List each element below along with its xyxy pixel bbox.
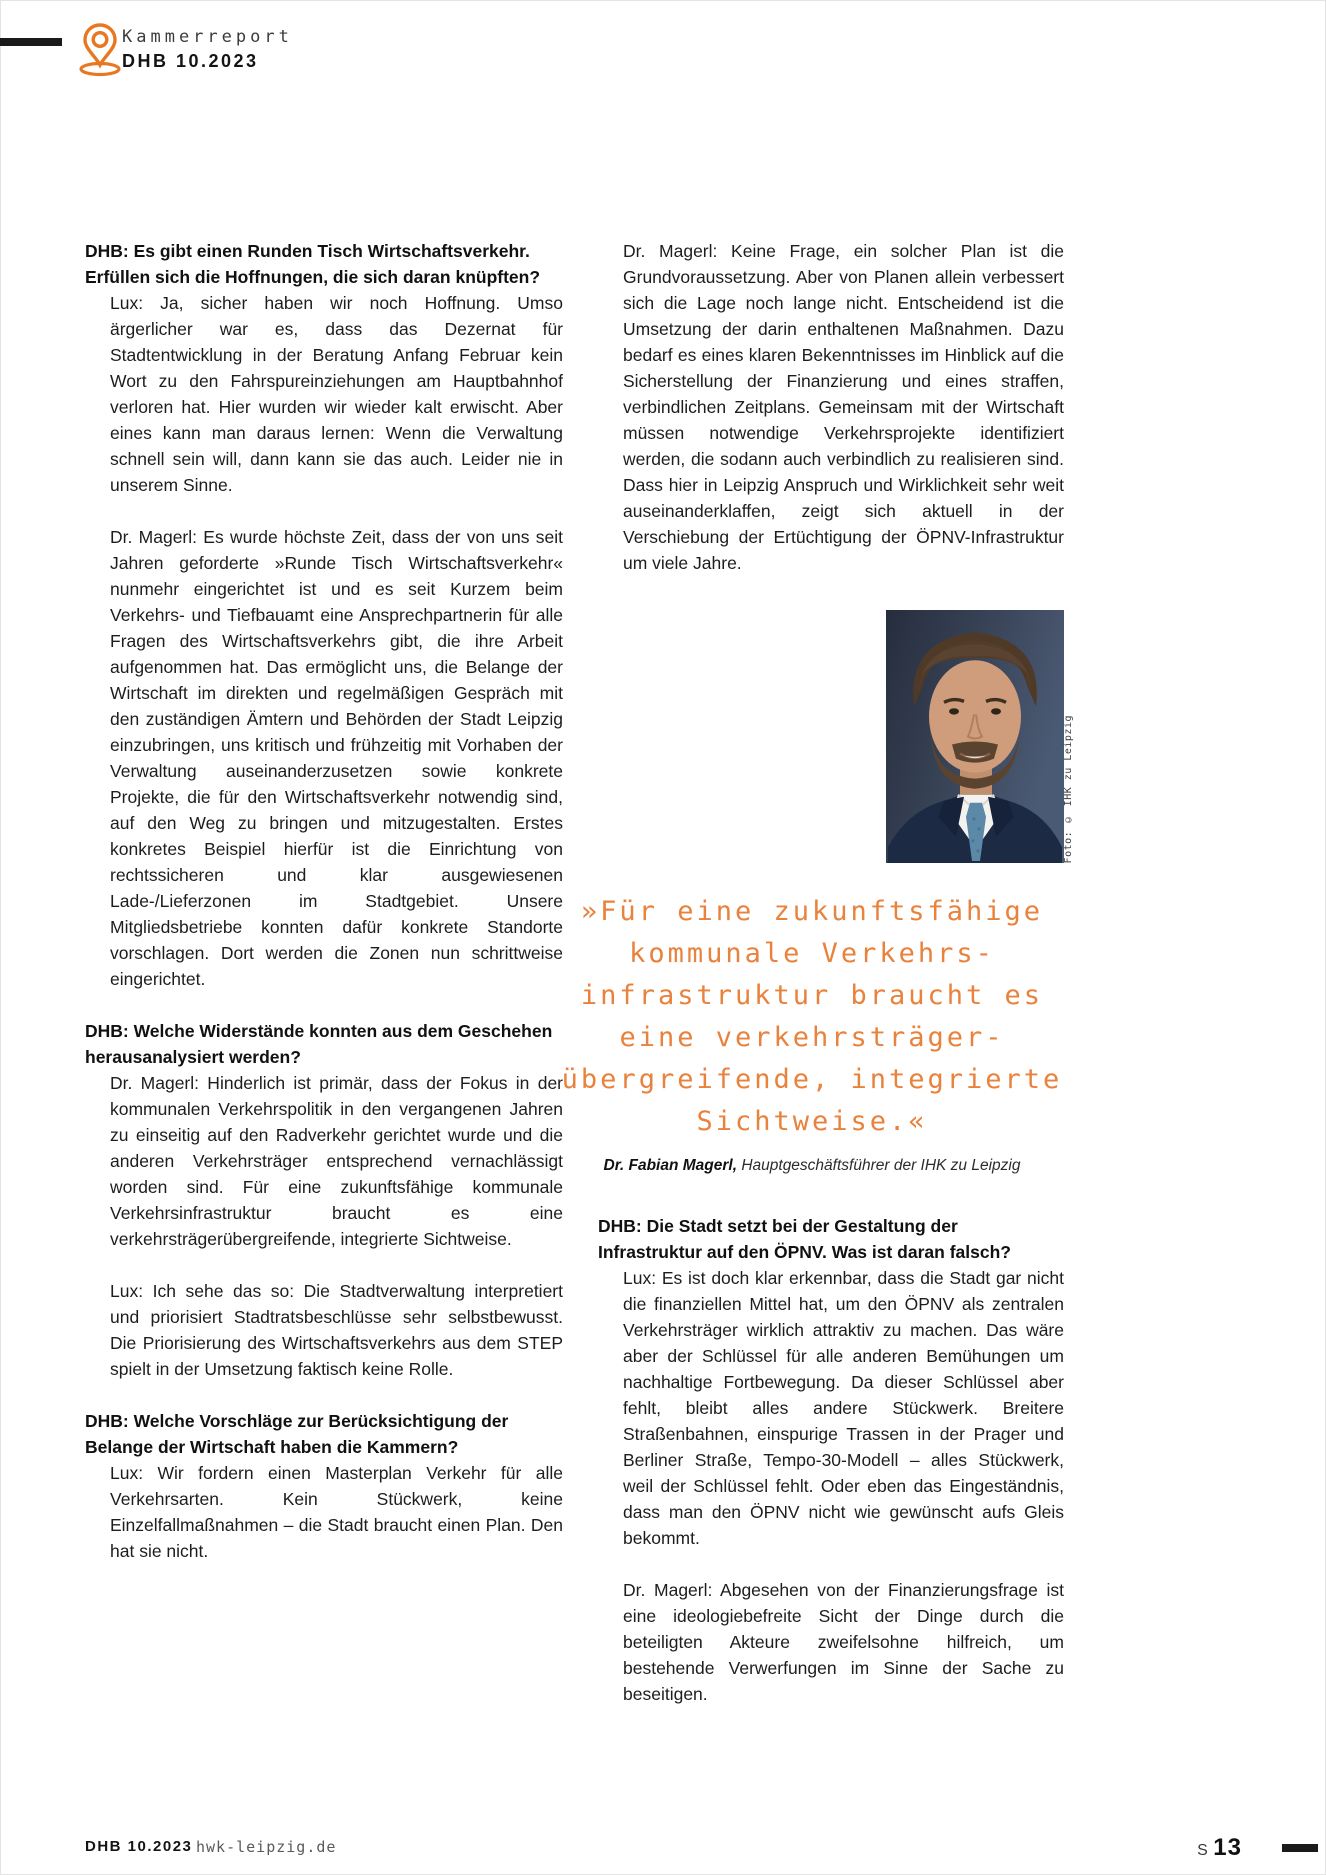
section-title: Kammerreport	[122, 27, 293, 47]
photo-credit: Foto: © IHK zu Leipzig	[1063, 714, 1074, 863]
pull-quote-line: übergreifende, integrierte	[561, 1064, 1063, 1095]
answer-paragraph: Dr. Magerl: Abgesehen von der Finanzierungsfrage ist eine ideologiebefreite Sicht der Dinge durch die beteiligten Akteure zweifelsohne hilfreich, um bestehende Verwerfungen im Sinne der Sache zu beseitigen.	[623, 1580, 1064, 1704]
pull-quote-line: kommunale Verkehrs-	[629, 938, 995, 969]
right-column	[561, 238, 1074, 1733]
issue-title: DHB 10.2023	[122, 51, 259, 71]
page-footer	[0, 1834, 1326, 1864]
question-heading: DHB: Es gibt einen Runden Tisch Wirtschaftsverkehr. Erfüllen sich die Hoffnungen, die sich daran knüpften?	[85, 241, 541, 287]
pull-quote-line: Sichtweise.«	[696, 1106, 928, 1137]
answer-paragraph: Lux: Ich sehe das so: Die Stadtverwaltung interpretiert und priorisiert Stadtratsbeschlüsse sehr selbstbewusst. Die Priorisierung des Wirtschaftsverkehrs aus dem STEP spielt in der Umsetzung faktisch keine Rolle.	[110, 1281, 563, 1379]
page-number-prefix: S	[1197, 1842, 1209, 1859]
masthead	[122, 27, 293, 72]
answer-paragraph: Dr. Magerl: Keine Frage, ein solcher Plan ist die Grundvoraussetzung. Aber von Planen allein verbessert sich die Lage noch lange nicht. Entscheidend ist die Umsetzung der darin enthaltenen Maßnahmen. Dazu bedarf es eines klaren Bekenntnisses im Hinblick auf die Sicherstellung der Finanzierung und eines straffen, verbindlichen Zeitplans. Gemeinsam mit der Wirtschaft müssen notwendige Verkehrsprojekte identifiziert werden, die sodann auch verbindlich zu realisieren sind. Dass hier in Leipzig Anspruch und Wirklichkeit sehr weit auseinanderklaffen, zeigt sich aktuell in der Verschiebung der Ertüchtigung der ÖPNV-Infrastruktur um viele Jahre.	[623, 241, 1064, 573]
answer-paragraph: Lux: Es ist doch klar erkennbar, dass die Stadt gar nicht die finanziellen Mittel hat, um den ÖPNV als zentralen Verkehrsträger wirklich attraktiv zu machen. Das wäre aber der Schlüssel für alle anderen Bemühungen um nachhaltige Fortbewegung. Da dieser Schlüssel aber fehlt, bleibt alles andere Stückwerk. Breitere Straßenbahnen, einspurige Trassen in der Prager und Berliner Straße, Tempo-30-Modell – alles Stückwerk, weil der Schlüssel fehlt. Oder eben das Eingeständnis, dass man den ÖPNV nicht wie gewünscht aufs Gleis bekommt.	[623, 1268, 1064, 1548]
answer-paragraph: Dr. Magerl: Hinderlich ist primär, dass der Fokus in der kommunalen Verkehrspolitik in den vergangenen Jahren zu einseitig auf den Radverkehr gerichtet wurde und die anderen Verkehrsträger entsprechend vernachlässigt worden sind. Für eine zukunftsfähige kommunale Verkehrsinfrastruktur braucht es eine verkehrsträgerübergreifende, integrierte Sichtweise.	[110, 1073, 563, 1249]
answer-paragraph: Dr. Magerl: Es wurde höchste Zeit, dass der von uns seit Jahren geforderte »Runde Tisch Wirtschaftsverkehr« nunmehr eingerichtet ist und es seit Kurzem beim Verkehrs- und Tiefbauamt eine Ansprechpartnerin für alle Fragen des Wirtschaftsverkehrs gibt, die ihre Arbeit aufgenommen hat. Das ermöglicht uns, die Belange der Wirtschaft im direkten und regelmäßigen Gespräch mit den zuständigen Ämtern und Behörden der Stadt Leipzig einzubringen, uns kritisch und frühzeitig mit Vorhaben der Verwaltung auseinanderzusetzen sowie konkrete Projekte, die für den Wirtschaftsverkehr notwendig sind, auf den Weg zu bringen und mitzugestalten. Erstes konkretes Beispiel hierfür ist die Einrichtung von rechtssicheren und klar ausgewiesenen Lade-/Lieferzonen im Stadtgebiet. Unsere Mitgliedsbetriebe konnten dafür konkrete Standorte vorschlagen. Dort werden die Zonen nun schrittweise eingerichtet.	[110, 527, 563, 989]
pull-quote	[560, 891, 1064, 1143]
footer-website: hwk-leipzig.de	[196, 1838, 337, 1856]
portrait-figure	[598, 610, 1074, 863]
question-heading: DHB: Welche Vorschläge zur Berücksichtigung der Belange der Wirtschaft haben die Kammern?	[85, 1411, 509, 1457]
question-heading: DHB: Welche Widerstände konnten aus dem Geschehen herausanalysiert werden?	[85, 1021, 553, 1067]
header-rule	[0, 38, 62, 46]
location-pin-icon	[76, 22, 124, 78]
pull-quote-line: »Für eine zukunftsfähige	[580, 896, 1044, 927]
question-heading: DHB: Die Stadt setzt bei der Gestaltung der Infrastruktur auf den ÖPNV. Was ist daran falsch?	[598, 1216, 1011, 1262]
answer-paragraph: Lux: Ja, sicher haben wir noch Hoffnung. Umso ärgerlicher war es, dass das Dezernat für Stadtentwicklung in der Beratung Anfang Februar kein Wort zu den Fahrspureinziehungen am Hauptbahnhof verloren hat. Hier wurden wir wieder kalt erwischt. Aber eines kann man daraus lernen: Wenn die Verwaltung schnell sein will, dann kann sie das auch. Leider nie in unserem Sinne.	[110, 293, 563, 495]
quote-attribution	[560, 1153, 1064, 1179]
page-number	[1197, 1834, 1242, 1862]
quote-attribution-name: Dr. Fabian Magerl,	[603, 1157, 738, 1174]
footer-rule	[1282, 1844, 1318, 1852]
pull-quote-line: infrastruktur braucht es	[580, 980, 1044, 1011]
portrait-photo	[886, 610, 1064, 863]
pull-quote-line: eine verkehrsträger-	[619, 1022, 1005, 1053]
page-number-value: 13	[1213, 1834, 1242, 1861]
answer-paragraph: Lux: Wir fordern einen Masterplan Verkehr für alle Verkehrsarten. Kein Stückwerk, keine Einzelfallmaßnahmen – die Stadt braucht einen Plan. Den hat sie nicht.	[110, 1463, 563, 1561]
footer-issue: DHB 10.2023	[85, 1838, 193, 1855]
quote-attribution-role: Hauptgeschäftsführer der IHK zu Leipzig	[741, 1157, 1021, 1174]
left-column	[85, 238, 563, 1590]
